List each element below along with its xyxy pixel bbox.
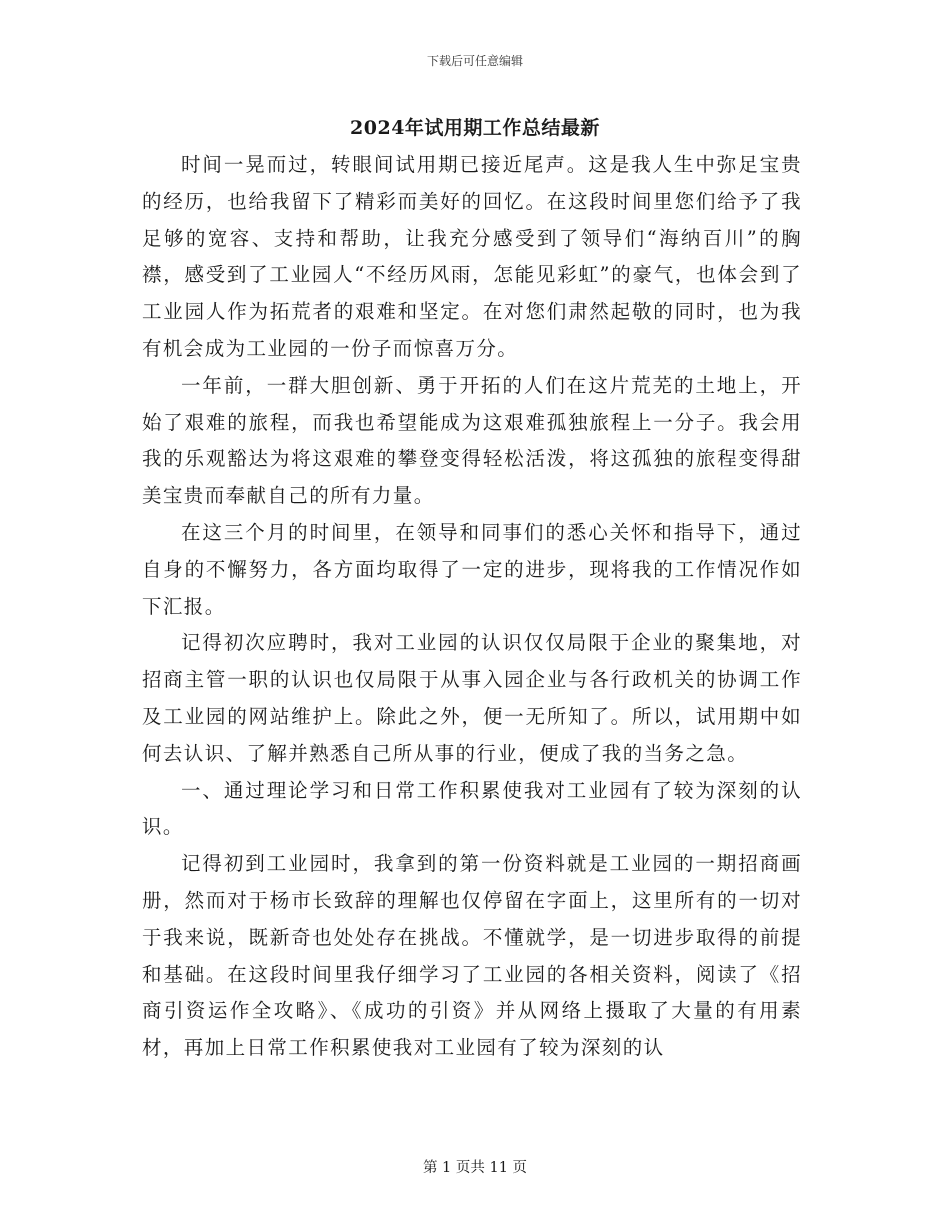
paragraph: 在这三个月的时间里，在领导和同事们的悉心关怀和指导下，通过自身的不懈努力，各方面均取得了一定的进步，现将我的工作情况作如下汇报。 (142, 520, 802, 618)
document-title: 2024年试用期工作总结最新 (350, 117, 600, 139)
header-note: 下载后可任意编辑 (426, 54, 523, 68)
section-heading: 一、通过理论学习和日常工作积累使我对工业园有了较为深刻的认识。 (142, 778, 802, 839)
paragraph: 记得初次应聘时，我对工业园的认识仅仅局限于企业的聚集地，对招商主管一职的认识也仅局限于从事入园企业与各行政机关的协调工作及工业园的网站维护上。除此之外，便一无所知了。所以，试用期中如何去认识、了解并熟悉自己所从事的行业，便成了我的当务之急。 (142, 631, 802, 765)
paragraph: 时间一晃而过，转眼间试用期已接近尾声。这是我人生中弥足宝贵的经历，也给我留下了精彩而美好的回忆。在这段时间里您们给予了我足够的宽容、支持和帮助，让我充分感受到了领导们“海纳百川”的胸襟，感受到了工业园人“不经历风雨，怎能见彩虹”的豪气，也体会到了工业园人作为拓荒者的艰难和坚定。在对您们肃然起敬的同时，也为我有机会成为工业园的一份子而惊喜万分。 (142, 153, 802, 360)
paragraph: 一年前，一群大胆创新、勇于开拓的人们在这片荒芜的土地上，开始了艰难的旅程，而我也希望能成为这艰难孤独旅程上一分子。我会用我的乐观豁达为将这艰难的攀登变得轻松活泼，将这孤独的旅程变得甜美宝贵而奉献自己的所有力量。 (142, 373, 802, 508)
page-number: 第 1 页共 11 页 (422, 1160, 528, 1176)
document-body (142, 147, 802, 1067)
paragraph: 记得初到工业园时，我拿到的第一份资料就是工业园的一期招商画册，然而对于杨市长致辞的理解也仅停留在字面上，这里所有的一切对于我来说，既新奇也处处存在挑战。不懂就学，是一切进步取得的前提和基础。在这段时间里我仔细学习了工业园的各相关资料，阅读了《招商引资运作全攻略》、《成功的引资》并从网络上摄取了大量的有用素材，再加上日常工作积累使我对工业园有了较为深刻的认 (142, 852, 802, 1060)
